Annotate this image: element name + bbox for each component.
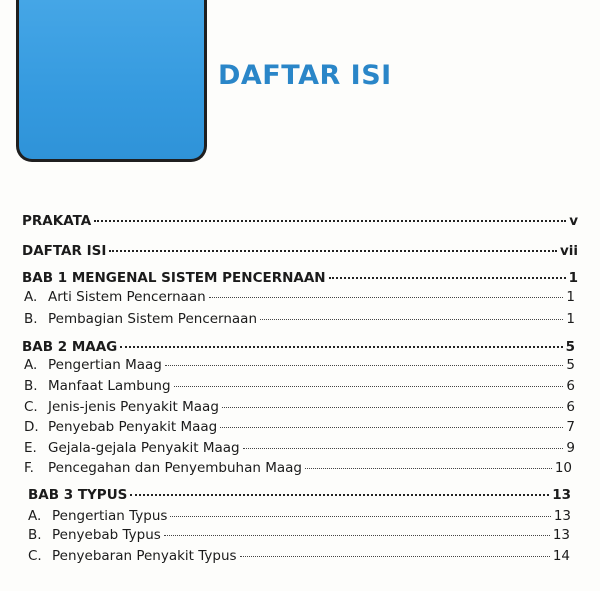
- toc-entry-bab-3: [28, 487, 571, 503]
- toc-leader: [109, 250, 557, 252]
- toc-entry-1a: [24, 289, 575, 305]
- toc-number: D.: [24, 419, 39, 435]
- toc-page: 5: [565, 339, 575, 355]
- toc-leader: [240, 556, 550, 557]
- toc-label: BAB 2 MAAG: [22, 339, 118, 355]
- toc-page: 13: [552, 527, 570, 543]
- toc-page: 13: [553, 508, 571, 524]
- toc-number: F.: [24, 460, 34, 476]
- toc-entry-2e: [24, 440, 575, 456]
- toc-label: Arti Sistem Pencernaan: [48, 289, 206, 305]
- toc-number: A.: [24, 289, 38, 305]
- toc-label: Pengertian Maag: [48, 357, 162, 373]
- toc-page: 6: [566, 378, 575, 394]
- toc-number: E.: [24, 440, 37, 456]
- toc-page: 1: [566, 311, 575, 327]
- toc-entry-1b: [24, 311, 575, 327]
- toc-number: B.: [28, 527, 42, 543]
- toc-entry-2d: [24, 419, 575, 435]
- toc-page: 14: [552, 548, 570, 564]
- toc-entry-3c: [28, 548, 570, 564]
- toc-leader: [120, 346, 562, 348]
- toc-leader: [243, 448, 564, 449]
- toc-label: BAB 1 MENGENAL SISTEM PENCERNAAN: [22, 270, 326, 286]
- toc-page: 7: [566, 419, 575, 435]
- toc-leader: [209, 297, 564, 298]
- toc-leader: [165, 365, 564, 366]
- toc-page: 9: [566, 440, 575, 456]
- toc-label: Manfaat Lambung: [48, 378, 171, 394]
- toc-number: C.: [28, 548, 42, 564]
- toc-entry-bab-1: [22, 270, 578, 286]
- toc-label: Pembagian Sistem Pencernaan: [48, 311, 258, 327]
- toc-label: DAFTAR ISI: [22, 243, 107, 259]
- toc-entry-2b: [24, 378, 575, 394]
- toc-page: 13: [552, 487, 571, 503]
- toc-label: Pengertian Typus: [52, 508, 168, 524]
- toc-page: 6: [566, 399, 575, 415]
- toc-leader: [329, 277, 566, 279]
- toc-leader: [130, 494, 549, 496]
- toc-leader: [174, 386, 564, 387]
- toc-label: Gejala-gejala Penyakit Maag: [48, 440, 240, 456]
- toc-page: 10: [554, 460, 572, 476]
- toc-entry-3b: [28, 527, 570, 543]
- toc-page: 1: [568, 270, 578, 286]
- toc-entry-2f: [24, 460, 572, 476]
- toc-label: Penyebaran Penyakit Typus: [52, 548, 237, 564]
- toc-entry-bab-2: [22, 339, 575, 355]
- toc-leader: [222, 407, 564, 408]
- toc-page: vii: [559, 243, 578, 259]
- toc-label: Pencegahan dan Penyembuhan Maag: [48, 460, 302, 476]
- toc-entry-prakata: [22, 213, 578, 229]
- toc-leader: [94, 220, 566, 222]
- toc-leader: [220, 427, 563, 428]
- toc-number: A.: [24, 357, 38, 373]
- toc-label: Penyebab Penyakit Maag: [48, 419, 218, 435]
- toc-entry-2a: [24, 357, 575, 373]
- toc-number: B.: [24, 378, 38, 394]
- toc-page: v: [569, 213, 578, 229]
- toc-leader: [305, 468, 552, 469]
- toc-page: 1: [566, 289, 575, 305]
- toc-label: PRAKATA: [22, 213, 92, 229]
- toc-entry-3a: [28, 508, 571, 524]
- toc-label: Penyebab Typus: [52, 527, 161, 543]
- page-title: DAFTAR ISI: [218, 60, 392, 91]
- toc-entry-daftar-isi: [22, 243, 578, 259]
- toc-number: C.: [24, 399, 38, 415]
- toc-page: 5: [566, 357, 575, 373]
- toc-label: Jenis-jenis Penyakit Maag: [48, 399, 219, 415]
- toc-number: B.: [24, 311, 38, 327]
- toc-label: BAB 3 TYPUS: [28, 487, 128, 503]
- toc-leader: [260, 319, 563, 320]
- toc-leader: [164, 535, 550, 536]
- toc-entry-2c: [24, 399, 575, 415]
- toc-number: A.: [28, 508, 42, 524]
- toc-leader: [170, 516, 550, 517]
